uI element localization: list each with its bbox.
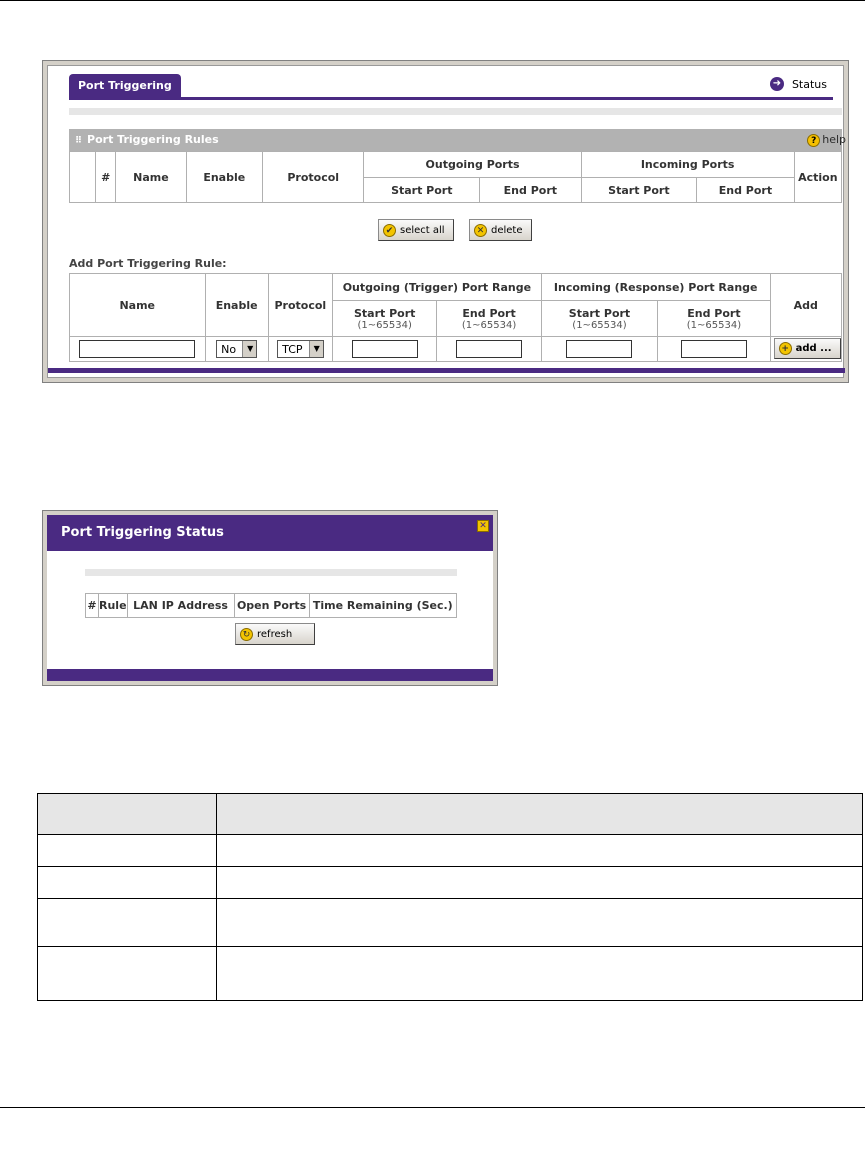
col-checkbox [70,152,96,203]
range-hint: (1~65534) [572,319,627,331]
desc-cell [217,899,863,947]
desc-cell [38,899,217,947]
plus-circle-icon: + [779,342,792,355]
start-port-label: Start Port [353,306,416,320]
out-start-cell [332,337,436,362]
protocol-value: TCP [282,342,303,356]
chevron-down-icon: ▼ [242,341,256,357]
out-end-input[interactable] [456,340,522,358]
desc-cell [38,867,217,899]
range-hint: (1~65534) [686,319,742,331]
out-start-input[interactable] [352,340,418,358]
col-protocol: Protocol [262,152,364,203]
port-triggering-panel [42,60,849,383]
top-rule [0,0,865,1]
chevron-down-icon: ▼ [309,341,323,357]
protocol-select[interactable] [277,340,323,358]
help-link[interactable] [807,129,846,151]
col-enable: Enable [186,152,262,203]
bottom-rule [0,1107,865,1108]
col-action: Action [794,152,841,203]
check-icon: ✔ [383,224,396,237]
add-cell [770,337,841,362]
col-out-end: End Port [480,178,582,203]
end-port-label: End Port [462,306,516,320]
add-col-add: Add [770,274,841,337]
arrow-right-icon: ➜ [770,77,784,91]
section-header-rules [69,129,846,151]
section-title: Port Triggering Rules [87,133,219,146]
col-out-start: Start Port [364,178,480,203]
delete-button[interactable] [469,219,532,241]
in-start-cell [541,337,657,362]
port-triggering-status-popup [42,510,498,686]
range-hint: (1~65534) [357,319,412,331]
add-col-outgoing: Outgoing (Trigger) Port Range [332,274,541,301]
description-table [37,793,863,1001]
add-in-end [658,301,770,337]
popup-title: Port Triggering Status [61,525,224,540]
name-input[interactable] [79,340,195,358]
add-col-enable: Enable [205,274,268,337]
refresh-label: refresh [257,628,293,640]
refresh-button[interactable] [235,623,315,645]
in-start-input[interactable] [566,340,632,358]
popup-footer-bar [47,669,493,681]
desc-cell [38,835,217,867]
col-in-start: Start Port [581,178,697,203]
col-outgoing-ports: Outgoing Ports [364,152,581,178]
add-button[interactable] [774,338,841,359]
in-end-input[interactable] [681,340,747,358]
tab-underline [69,97,833,100]
protocol-cell [268,337,332,362]
status-col-num: # [86,594,99,618]
col-in-end: End Port [697,178,795,203]
tab-port-triggering[interactable]: Port Triggering [69,74,181,98]
select-all-label: select all [400,224,445,236]
enable-cell [205,337,268,362]
name-cell [70,337,206,362]
help-label: help [822,133,846,146]
desc-cell [217,947,863,1001]
add-out-start [332,301,436,337]
add-button-label: add ... [795,343,832,354]
in-end-cell [658,337,770,362]
add-col-name: Name [70,274,206,337]
footer-bar [48,368,845,373]
add-in-start [541,301,657,337]
divider-bar [69,108,842,115]
start-port-label: Start Port [568,306,631,320]
x-circle-icon: ✕ [474,224,487,237]
rules-table [69,151,842,203]
desc-cell [38,947,217,1001]
add-rule-table [69,273,842,362]
desc-header-field [38,794,217,835]
out-end-cell [437,337,541,362]
status-table [85,593,457,618]
status-col-lan-ip: LAN IP Address [127,594,234,618]
col-incoming-ports: Incoming Ports [581,152,794,178]
status-col-rule: Rule [99,594,128,618]
grip-icon: ⠿ [75,136,83,146]
refresh-icon: ↻ [240,628,253,641]
help-icon: ? [807,134,820,147]
status-col-time-remaining: Time Remaining (Sec.) [309,594,456,618]
desc-header-description [217,794,863,835]
status-col-open-ports: Open Ports [234,594,309,618]
divider-bar [85,569,457,576]
popup-title-bar [47,515,493,551]
add-rule-title: Add Port Triggering Rule: [69,257,227,270]
delete-label: delete [491,224,523,236]
status-link-label: Status [791,77,827,91]
enable-select[interactable] [216,340,257,358]
col-name: Name [116,152,186,203]
add-col-protocol: Protocol [268,274,332,337]
end-port-label: End Port [687,306,741,320]
add-out-end [437,301,541,337]
col-num: # [96,152,116,203]
desc-cell [217,835,863,867]
add-col-incoming: Incoming (Response) Port Range [541,274,770,301]
select-all-button[interactable] [378,219,454,241]
range-hint: (1~65534) [461,319,517,331]
status-link[interactable] [770,77,827,91]
close-icon[interactable]: ✕ [477,520,489,532]
enable-value: No [221,342,237,356]
desc-cell [217,867,863,899]
